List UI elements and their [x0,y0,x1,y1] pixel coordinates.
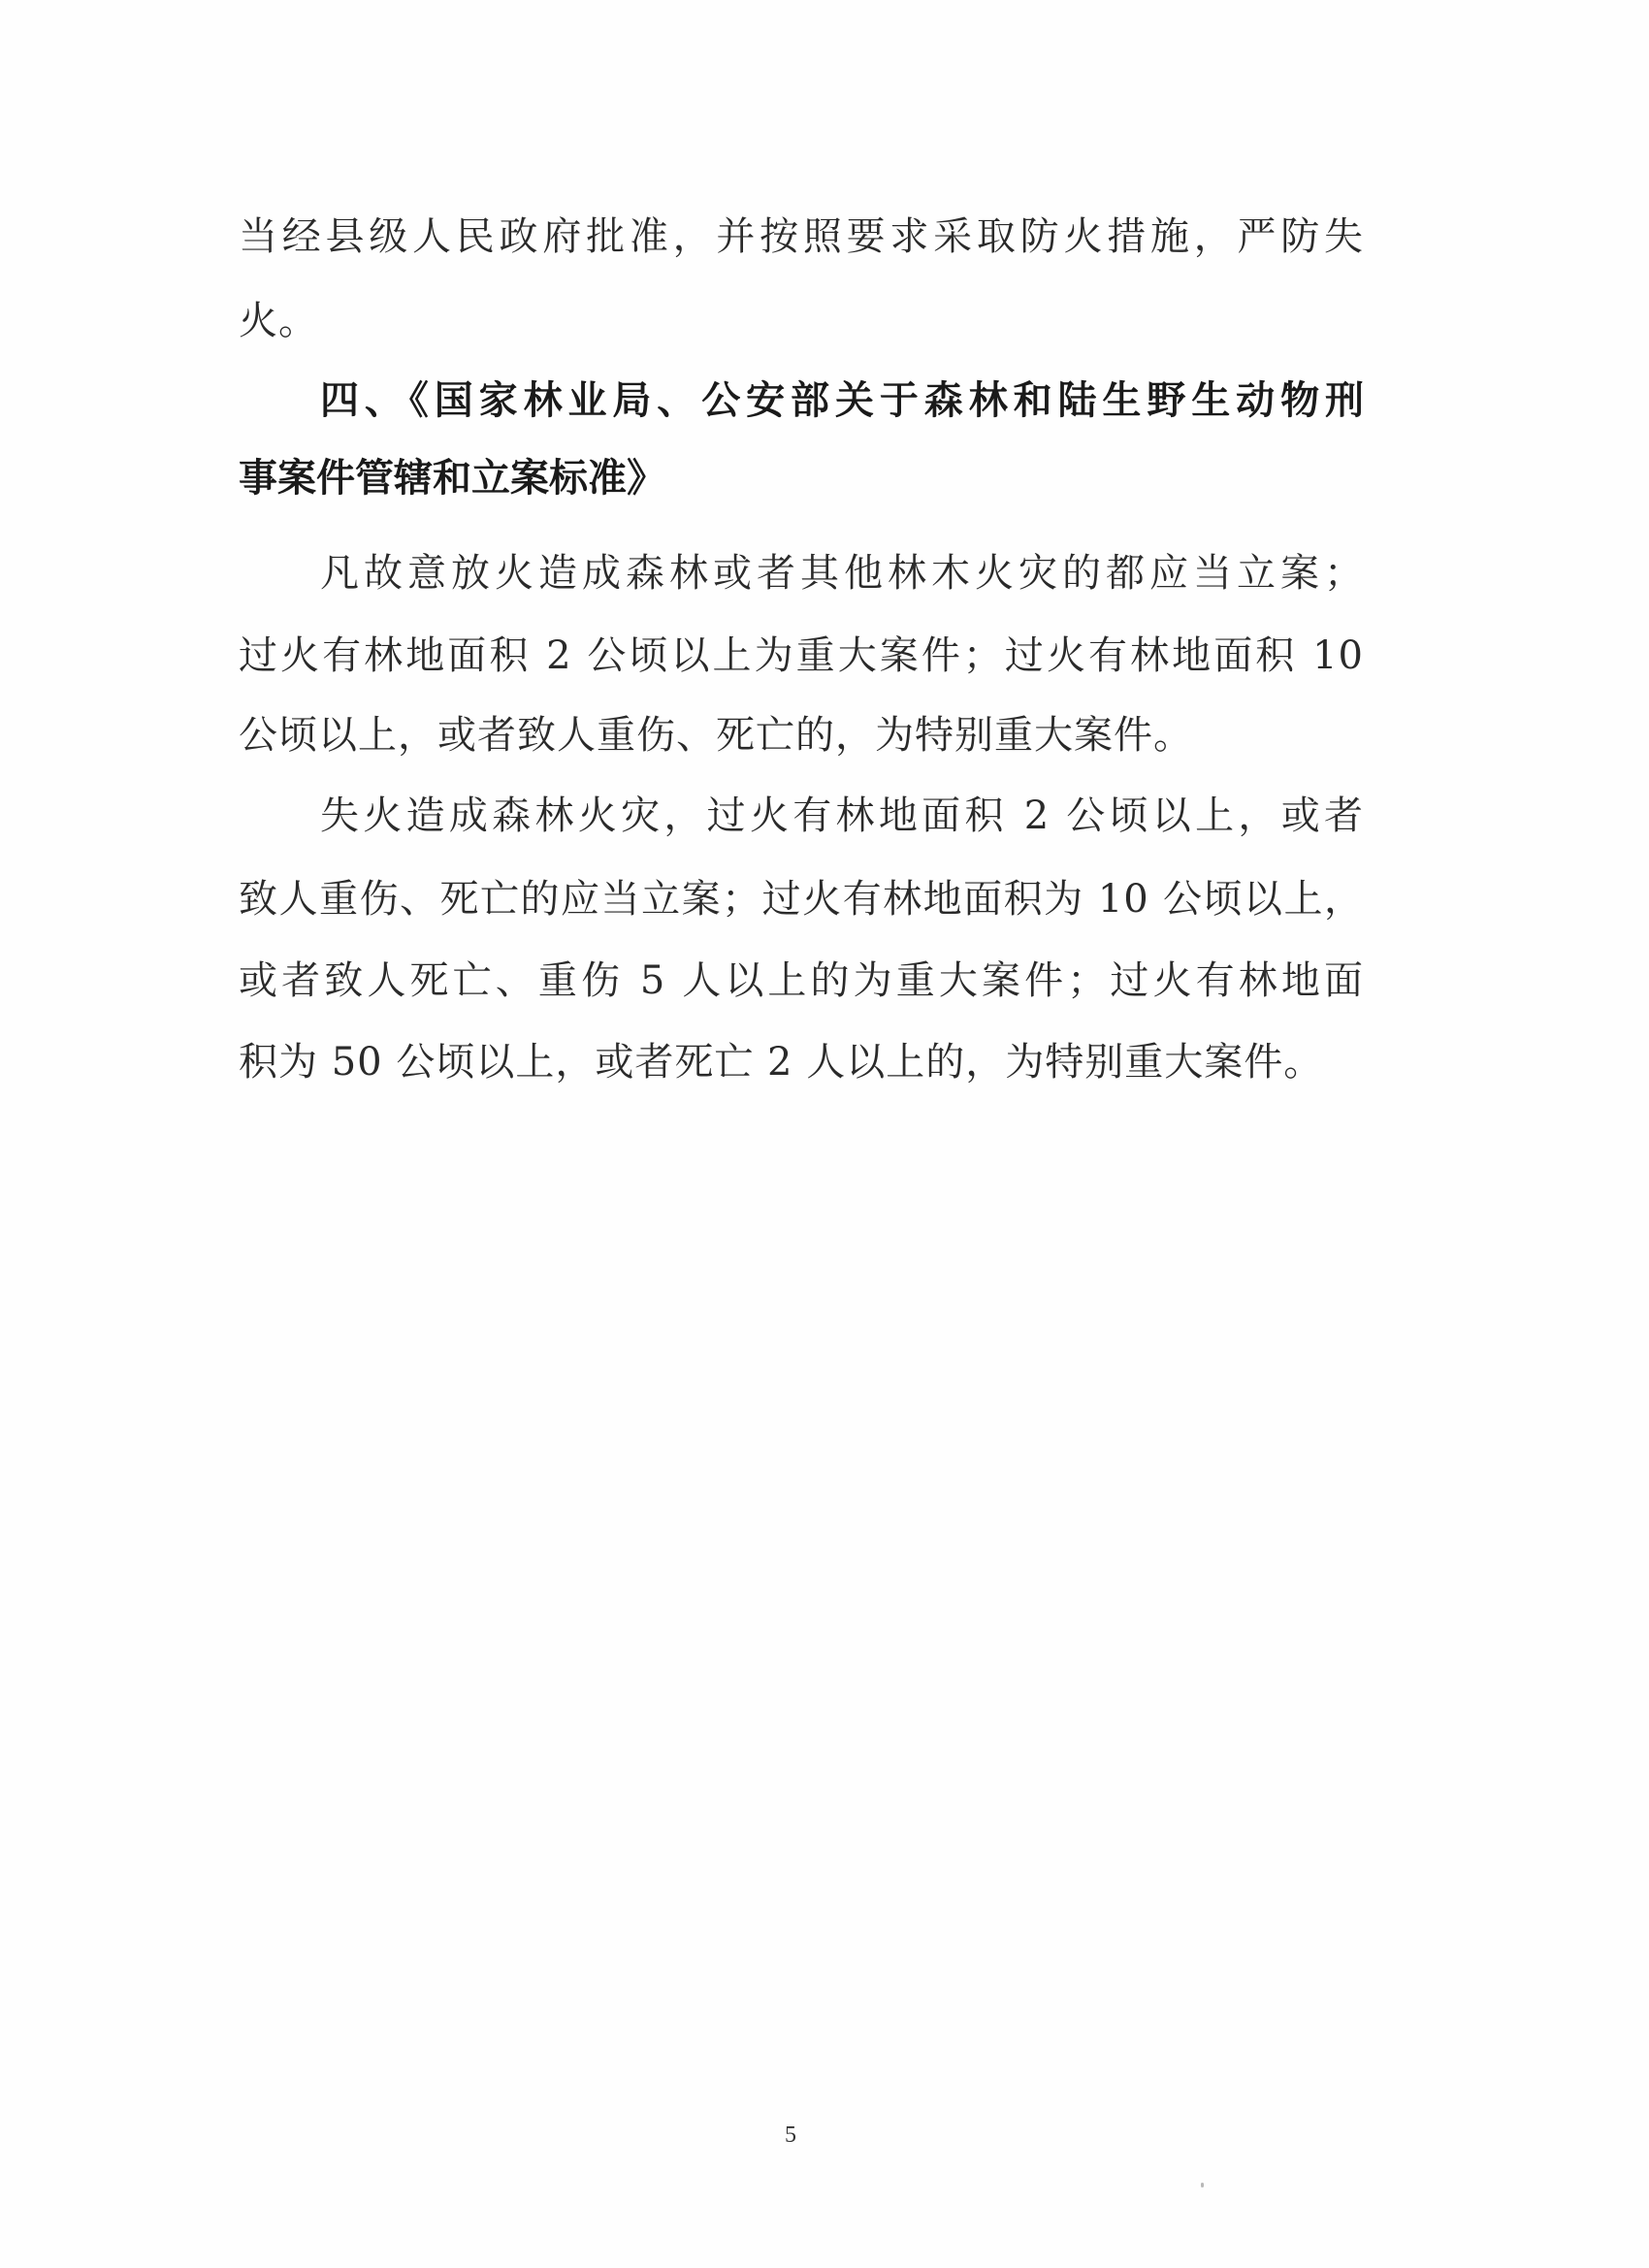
scan-speck [1201,2183,1204,2187]
paragraph-line: 过火有林地面积 2 公顷以上为重大案件；过火有林地面积 10 [239,633,1364,678]
heading-line: 事案件管辖和立案标准》 [239,455,665,501]
page-number: 5 [785,2122,796,2148]
paragraph-line: 积为 50 公顷以上，或者死亡 2 人以上的，为特别重大案件。 [239,1040,1324,1085]
paragraph-line: 火。 [239,299,318,343]
paragraph-line: 或者致人死亡、重伤 5 人以上的为重大案件；过火有林地面 [239,958,1364,1003]
paragraph-line: 凡故意放火造成森林或者其他林木火灾的都应当立案； [320,551,1364,596]
heading-line: 四、《国家林业局、公安部关于森林和陆生野生动物刑 [320,377,1364,423]
paragraph-line: 致人重伤、死亡的应当立案；过火有林地面积为 10 公顷以上， [239,877,1364,922]
paragraph-line: 公顷以上，或者致人重伤、死亡的，为特别重大案件。 [239,713,1193,758]
paragraph-line: 当经县级人民政府批准，并按照要求采取防火措施，严防失 [239,214,1364,259]
paragraph-line: 失火造成森林火灾，过火有林地面积 2 公顷以上，或者 [320,794,1364,838]
